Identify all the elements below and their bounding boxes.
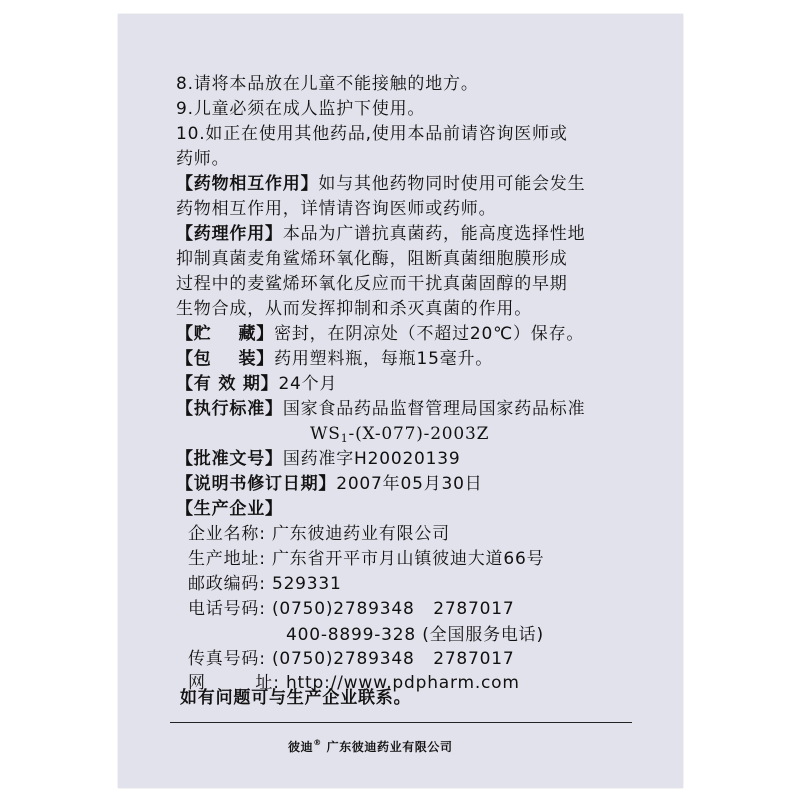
postcode-label: 邮政编码: <box>188 574 266 594</box>
registered-mark: ® <box>313 738 322 747</box>
precaution-8: 8.请将本品放在儿童不能接触的地方。 <box>176 74 479 94</box>
standard-code-rest: -(X-077)-2003Z <box>348 424 490 444</box>
precaution-9: 9.儿童必须在成人监护下使用。 <box>176 99 426 119</box>
website-label: 网 址: <box>188 673 280 693</box>
validity-line <box>176 373 337 395</box>
contact-note: 如有问题可与生产企业联系。 <box>180 688 412 708</box>
standard-code-subscript: 1 <box>340 432 349 445</box>
approval-heading: 【批准文号】 <box>176 449 283 469</box>
storage-heading: 【贮 藏】 <box>176 324 275 344</box>
precaution-10: 10.如正在使用其他药品,使用本品前请咨询医师或 <box>176 124 568 144</box>
company-name-line <box>188 523 450 545</box>
manufacturer-heading: 【生产企业】 <box>176 499 283 519</box>
pharmacology-cont-3: 生物合成，从而发挥抑制和杀灭真菌的作用。 <box>176 299 532 319</box>
package-heading: 【包 装】 <box>176 349 275 369</box>
storage-text: 密封，在阴凉处（不超过20℃）保存。 <box>274 324 585 344</box>
standard-line <box>176 398 585 420</box>
revision-line <box>176 473 483 495</box>
fax-line <box>188 648 515 670</box>
manufacturer-line <box>176 498 283 520</box>
revision-heading: 【说明书修订日期】 <box>176 474 337 494</box>
standard-text: 国家食品药品监督管理局国家药品标准 <box>282 399 586 419</box>
brand-name: 彼迪 <box>288 740 314 754</box>
approval-line <box>176 448 461 470</box>
phone-label: 电话号码: <box>188 599 266 619</box>
standard-heading: 【执行标准】 <box>176 399 283 419</box>
address-value: 广东省开平市月山镇彼迪大道66号 <box>271 549 545 569</box>
drug-interaction-line <box>176 173 585 195</box>
postcode-line <box>188 573 342 595</box>
leaflet-page <box>118 14 683 788</box>
drug-interaction-cont: 药物相互作用，详情请咨询医师或药师。 <box>176 199 497 219</box>
validity-text: 24个月 <box>278 374 338 394</box>
fax-label: 传真号码: <box>188 649 266 669</box>
drug-interaction-text: 如与其他药物同时使用可能会发生 <box>318 174 586 194</box>
divider-line <box>170 722 632 723</box>
approval-number: 国药准字H20020139 <box>282 449 461 469</box>
validity-heading: 【有 效 期】 <box>176 374 279 394</box>
pharmacology-cont-1: 抑制真菌麦角鲨烯环氧化酶，阻断真菌细胞膜形成 <box>176 249 568 269</box>
standard-code <box>310 423 489 450</box>
pharmacology-text: 本品为广谱抗真菌药，能高度选择性地 <box>282 224 586 244</box>
precaution-10-cont: 药师。 <box>176 149 230 169</box>
storage-line <box>176 323 584 345</box>
website-value: http://www.pdpharm.com <box>285 673 520 693</box>
pharmacology-cont-2: 过程中的麦鲨烯环氧化反应而干扰真菌固醇的早期 <box>176 274 568 294</box>
drug-interaction-heading: 【药物相互作用】 <box>176 174 319 194</box>
revision-date: 2007年05月30日 <box>336 474 483 494</box>
package-line <box>176 348 493 370</box>
phone-line <box>188 598 515 620</box>
postcode-value: 529331 <box>271 574 342 594</box>
pharmacology-line <box>176 223 585 245</box>
pharmacology-heading: 【药理作用】 <box>176 224 283 244</box>
footer-company: 广东彼迪药业有限公司 <box>326 740 453 754</box>
address-line <box>188 548 544 570</box>
package-text: 药用塑料瓶，每瓶15毫升。 <box>274 349 494 369</box>
fax-value: (0750)2789348 2787017 <box>271 649 515 669</box>
phone-hotline: 400-8899-328 (全国服务电话) <box>286 625 544 645</box>
company-name-label: 企业名称: <box>188 524 266 544</box>
standard-code-prefix: WS <box>310 424 341 444</box>
company-name-value: 广东彼迪药业有限公司 <box>271 524 450 544</box>
address-label: 生产地址: <box>188 549 266 569</box>
phone-value: (0750)2789348 2787017 <box>271 599 515 619</box>
footer-brand <box>288 738 453 755</box>
